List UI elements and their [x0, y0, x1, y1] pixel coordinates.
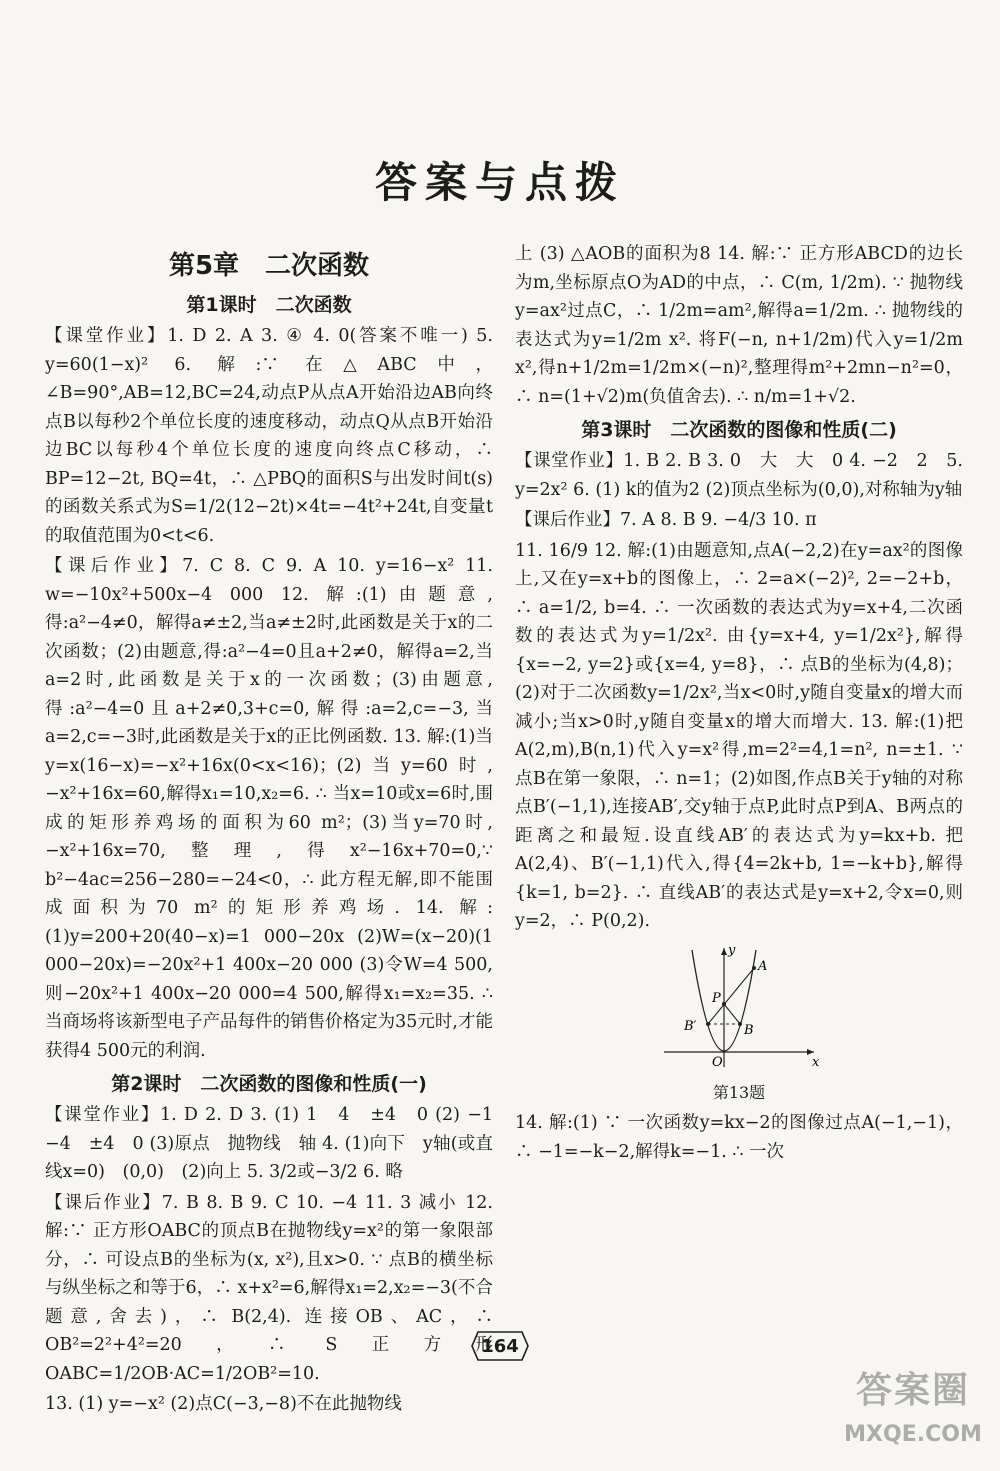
watermark-logo: [838, 1361, 988, 1461]
watermark-text: 答案圈: [855, 1370, 970, 1411]
label-p: P: [712, 990, 721, 1006]
label-b-prime: B′: [684, 1018, 697, 1034]
label-x: x: [812, 1054, 820, 1070]
lesson-2-continued: 上 (3) △AOB的面积为8 14. 解:∵ 正方形ABCD的边长为m,坐标原点O为AD的中点，∴ C(m, 1/2m). ∵ 抛物线y=ax²过点C，∴ 1/2m=am²,解得a=1/2m. ∴ 抛物线的表达式为y=1/2m x². 将F(−n, n+1/2m)代入y=1/2m x²,得n+1/2m=1/2m×(−n)²,整理得m²+2mn−n²=0，∴ n=(1+√2)m(负值舍去). ∴ n/m=1+√2.: [515, 244, 963, 407]
lesson-3-classwork: 【课堂作业】1. B 2. B 3. 0 大 大 0 4. −2 2 5. y=2x² 6. (1) k的值为2 (2)顶点坐标为(0,0),对称轴为y轴: [515, 451, 963, 500]
line-pb: [724, 1004, 740, 1024]
lesson-2-classwork: 【课堂作业】1. D 2. D 3. (1) 1 4 ±4 0 (2) −1 −4 ±4 0 (3)原点 抛物线 轴 4. (1)向下 y轴(或直线x=0) (0,0) (2)向上 5. 3/2或−3/2 6. 略: [45, 1105, 511, 1182]
chapter-heading: 第5章 二次函数: [168, 251, 370, 281]
label-y: y: [728, 942, 736, 958]
label-a: A: [758, 958, 768, 974]
lesson-2-item-13: 13. (1) y=−x² (2)点C(−3,−8)不在此抛物线: [45, 1394, 402, 1414]
figure-caption: 第13题: [712, 1083, 766, 1102]
lesson-2-heading: 第2课时 二次函数的图像和性质(一): [111, 1073, 427, 1095]
right-column: [515, 240, 963, 1168]
lesson-2-homework: 【课后作业】7. B 8. B 9. C 10. −4 11. 3 减小 12. 解:∵ 正方形OABC的顶点B在抛物线y=x²的第一象限部分，∴ 可设点B的坐标为(x, x²),且x>0. ∵ 点B的横坐标与纵坐标之和等于6，∴ x+x²=6,解得x₁=2,x₂=−3(不合题意,舍去)，∴ B(2,4). 连接OB、AC，∴ OB²=2²+4²=20，∴ S正方形OABC=1/2OB·AC=1/2OB²=10.: [45, 1192, 493, 1384]
page-number-text: 164: [481, 1335, 519, 1357]
lesson-3-homework: 【课后作业】7. A 8. B 9. −4/3 10. π: [515, 510, 817, 530]
page-title: 答案与点拨: [374, 158, 625, 207]
lesson-1-classwork: 【课堂作业】1. D 2. A 3. ④ 4. 0(答案不唯一) 5. y=60(1−x)² 6. 解:∵ 在△ABC中，∠B=90°,AB=12,BC=24,动点P从点A开始沿边AB向终点B以每秒2个单位长度的速度移动，动点Q从点B开始沿边BC以每秒4个单位长度的速度向终点C移动，∴ BP=12−2t, BQ=4t，∴ △PBQ的面积S与出发时间t(s)的函数关系式为S=1/2(12−2t)×4t=−4t²+24t,自变量t的取值范围为0<t<6.: [45, 326, 493, 546]
label-o: O: [712, 1054, 723, 1070]
lesson-3-item-14: 14. 解:(1) ∵ 一次函数y=kx−2的图像过点A(−1,−1)，∴ −1=−k−2,解得k=−1. ∴ 一次: [515, 1113, 963, 1162]
lesson-3-heading: 第3课时 二次函数的图像和性质(二): [581, 419, 897, 441]
page-number: [470, 1330, 530, 1362]
label-b: B: [744, 1022, 754, 1038]
lesson-1-homework: 【课后作业】7. C 8. C 9. A 10. y=16−x² 11. w=−10x²+500x−4 000 12. 解:(1)由题意,得:a²−4≠0，解得a≠±2,当a≠±2时,此函数是关于x的二次函数；(2)由题意,得:a²−4=0且a+2≠0，解得a=2,当a=2时,此函数是关于x的一次函数；(3)由题意,得:a²−4=0且a+2≠0,3+c=0,解得:a=2,c=−3,当a=2,c=−3时,此函数是关于x的正比例函数. 13. 解:(1)当y=x(16−x)=−x²+16x(0<x<16)；(2)当y=60时,−x²+16x=60,解得x₁=10,x₂=6. ∴ 当x=10或x=6时,围成的矩形养鸡场的面积为60 m²；(3)当y=70时,−x²+16x=70,整理,得x²−16x+70=0,∵ b²−4ac=256−280=−24<0，∴ 此方程无解,即不能围成面积为70 m²的矩形养鸡场. 14. 解:(1)y=200+20(40−x)=1 000−20x (2)W=(x−20)(1 000−20x)=−20x²+1 400x−20 000 (3)令W=4 500,则−20x²+1 400x−20 000=4 500,解得x₁=x₂=35. ∴ 当商场将该新型电子产品每件的销售价格定为35元时,才能获得4 500元的利润.: [45, 556, 493, 1061]
figure-13: [515, 942, 963, 1082]
parabola-figure: [654, 942, 824, 1072]
lesson-1-heading: 第1课时 二次函数: [186, 294, 352, 316]
lesson-3-solutions: 11. 16/9 12. 解:(1)由题意知,点A(−2,2)在y=ax²的图像上,又在y=x+b的图像上，∴ 2=a×(−2)², 2=−2+b，∴ a=1/2, b=4. ∴ 一次函数的表达式为y=x+4,二次函数的表达式为y=1/2x². 由{y=x+4, y=1/2x²},解得{x=−2, y=2}或{x=4, y=8}，∴ 点B的坐标为(4,8)；(2)对于二次函数y=1/2x²,当x<0时,y随自变量x的增大而减小;当x>0时,y随自变量x的增大而增大. 13. 解:(1)把A(2,m),B(n,1)代入y=x²得,m=2²=4,1=n², n=±1. ∵ 点B在第一象限，∴ n=1；(2)如图,作点B关于y轴的对称点B′(−1,1),连接AB′,交y轴于点P,此时点P到A、B两点的距离之和最短.设直线AB′的表达式为y=kx+b. 把A(2,4)、B′(−1,1)代入,得{4=2k+b, 1=−k+b},解得{k=1, b=2}. ∴ 直线AB′的表达式是y=x+2,令x=0,则y=2，∴ P(0,2).: [515, 540, 963, 931]
watermark-url: MXQE.COM: [844, 1422, 982, 1447]
